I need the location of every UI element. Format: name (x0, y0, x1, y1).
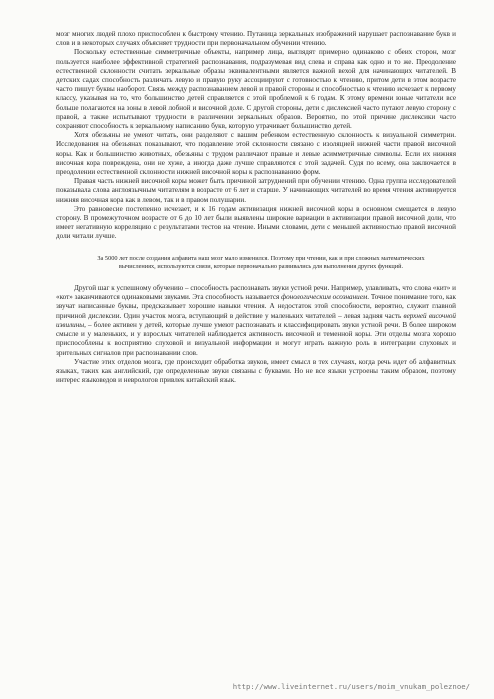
paragraph-3: Хотя обезьяны не умеют читать, они разделяют с вашим ребенком естественную склонность к визуальной симметрии. Исследования на обезьянах показывают, что подавление этой склонности связано с изоляцией нижней части правой височной коры. Как и большинство животных, обезьяны с трудом различают правые и левые асимметричные символы. Если их нижняя височная кора повреждена, они не хуже, а иногда даже лучше справляются с этой задачей. Судя по всему, она заключается в преодолении естественной склонности нижней височной коры к распознаванию форм. (56, 131, 456, 177)
source-watermark: http://www.liveinternet.ru/users/moim_vnukam_poleznoe/ (232, 682, 470, 691)
paragraph-1: мозг многих людей плохо приспособлен к быстрому чтению. Путаница зеркальных изображений нарушает распознавание букв и слов и в некоторых случаях объясняет трудности при первоначальном обучении чтению. (56, 30, 456, 48)
term-superior-temporal-gyrus: верхней височной извилины (56, 311, 457, 329)
term-phonological-awareness: фонологическим осознанием (281, 293, 368, 302)
document-body (56, 30, 456, 385)
paragraph-6 (56, 284, 456, 358)
paragraph-2: Поскольку естественные симметричные объекты, например лица, выглядят примерно одинаково с обеих сторон, мозг пользуется наиболее эффективной стратегией распознавания, подразумевая вид слева и справа как одно и то же. Преодоление естественной склонности считать зеркальные образы эквивалентными является важной вехой для начинающих читателей. В детских садах способность различать левую и правую руку ассоциируют с готовностью к чтению, притом дети в этом возрасте часто пишут буквы наоборот. Связь между распознаванием левой и правой стороны и способностью к чтению исчезает к первому классу, указывая на то, что большинство детей справляется с этой проблемой к 6 годам. К этому времени юные читатели все больше полагаются на зоны в левой лобной и височной доле. С другой стороны, дети с дислексией часто путают левую сторону с правой, а также испытывают трудности в различении зеркальных образов. Вероятно, по этой причине дислексики часто сохраняют способность к зеркальному написанию букв, которую утрачивает большинство детей. (56, 48, 456, 131)
paragraph-6-part-c: , – более активен у детей, которые лучше умеют распознавать и классифицировать звуки устной речи. В более широком смысле и у маленьких, и у взрослых читателей наблюдается активность височной и теменной коры. Эти отделы мозга хорошо приспособлены к восприятию слуховой и визуальной информации и могут играть важную роль в интеграции слуховых и зрительных сигналов при распознавании слов. (56, 320, 456, 357)
paragraph-6-part-b: . Точное понимание того, как звучат написанные буквы, предсказывает хорошие навыки чтения. А недостаток этой способности, вероятно, служит главной причиной дислексии. Один участок мозга, вступающий в действие у маленьких читателей – левая задняя часть (56, 293, 456, 320)
pull-quote: За 5000 лет после создания алфавита наш мозг мало изменился. Поэтому при чтении, как и при сложных математических вычислениях, используются связи, которые первоначально развивались для выполнения других функций. (97, 254, 425, 270)
paragraph-4: Правая часть нижней височной коры может быть причиной затруднений при обучении чтению. Одна группа исследователей показывала слова англоязычным читателям в возрасте от 6 лет и старше. У начинающих читателей во время чтения активируется нижняя височная кора как в левом, так и в правом полушарии. (56, 177, 456, 204)
paragraph-5: Это равновесие постепенно исчезает, и к 16 годам активизация нижней височной коры в основном смещается в левую сторону. В промежуточном возрасте от 6 до 10 лет были выявлены широкие вариации в активизации правой височной доли, что имеет негативную корреляцию с результатами тестов на чтение. Иными словами, дети с меньшей активностью правой височной доли читали лучше. (56, 204, 456, 241)
paragraph-6-part-a: Другой шаг к успешному обучению – способность распознавать звуки устной речи. Например, улавливать, что слова «кит» и «кот» заканчиваются одинаковыми звуками. Эта способность называется (56, 284, 456, 302)
paragraph-7: Участие этих отделов мозга, где происходит обработка звуков, имеет смысл в тех случаях, когда речь идет об алфавитных языках, таких как английский, где определенные звуки связаны с буквами. Но не все языки устроены таким образом, поэтому интерес языковедов и неврологов привлек китайский язык. (56, 357, 456, 385)
